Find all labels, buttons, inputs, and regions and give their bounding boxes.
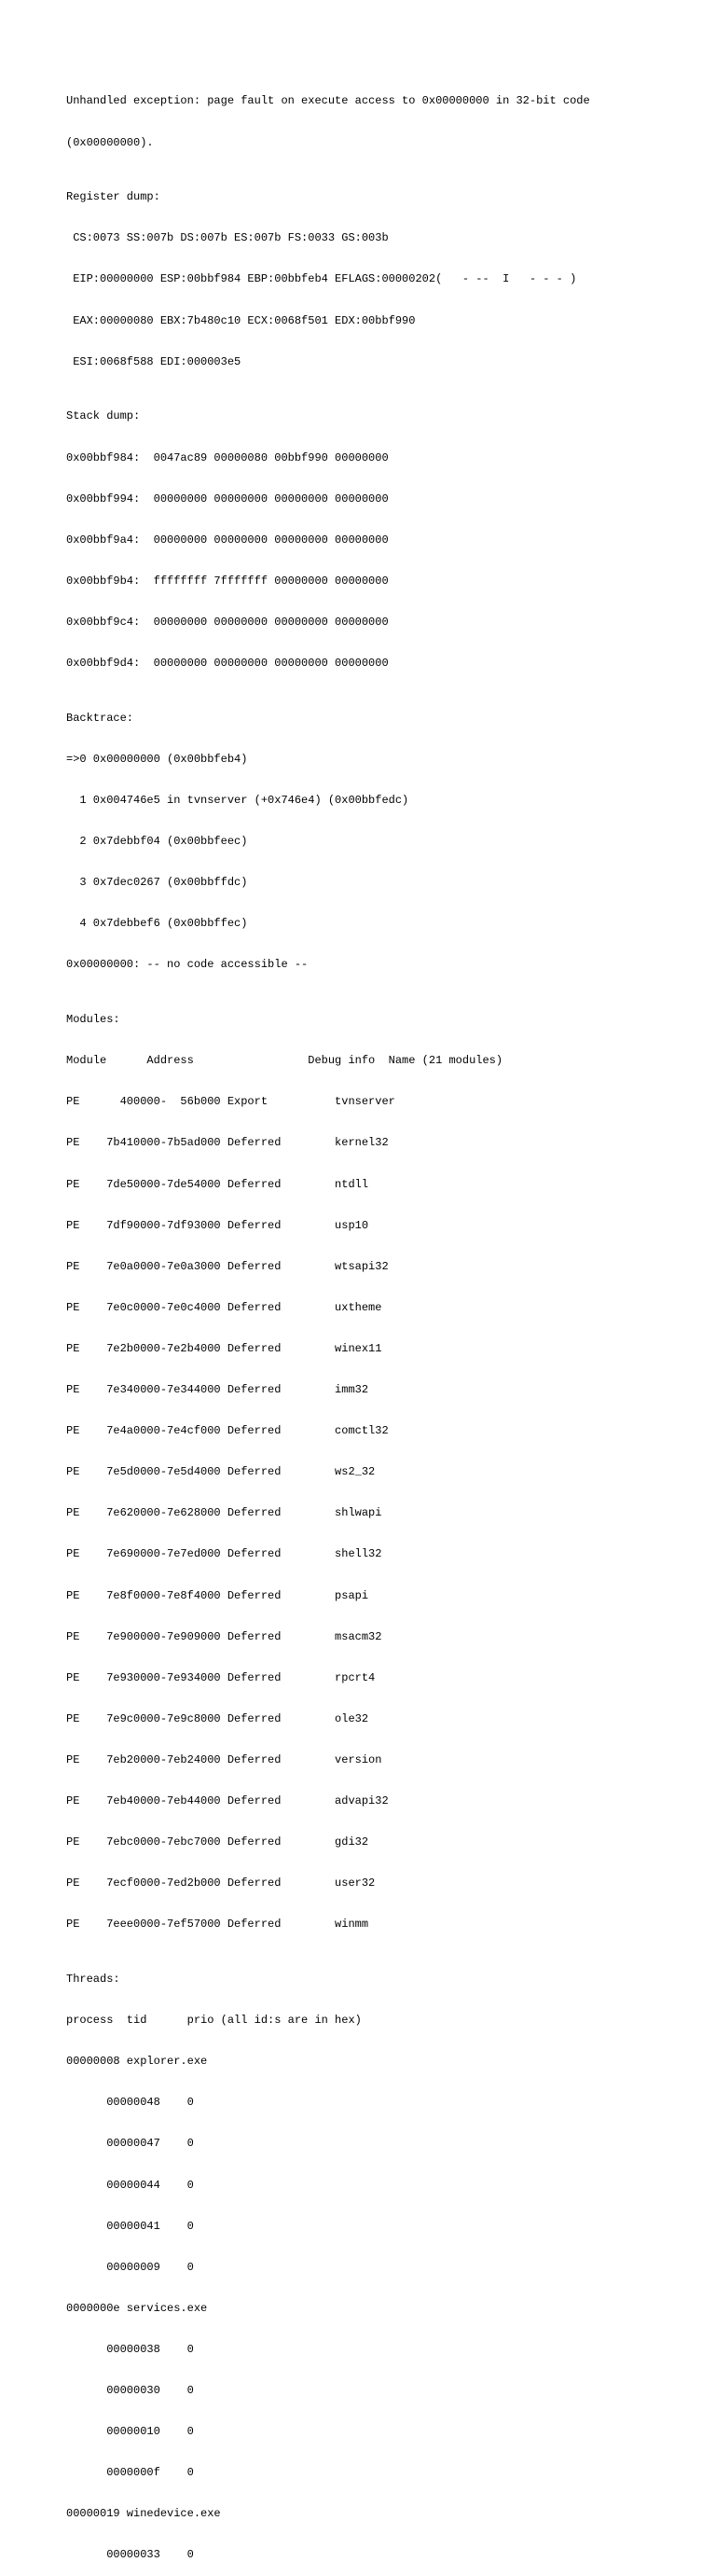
module-row: PE 7de50000-7de54000 Deferred ntdll bbox=[66, 1177, 369, 1191]
thread-line: 0000000f 0 bbox=[66, 2466, 194, 2480]
module-row: PE 7eb40000-7eb44000 Deferred advapi32 bbox=[66, 1794, 389, 1807]
thread-line: 00000009 0 bbox=[66, 2260, 194, 2274]
module-row: PE 400000- 56b000 Export tvnserver bbox=[66, 1095, 395, 1109]
module-row: PE 7e0c0000-7e0c4000 Deferred uxtheme bbox=[66, 1300, 382, 1314]
module-row: PE 7e0a0000-7e0a3000 Deferred wtsapi32 bbox=[66, 1259, 389, 1273]
module-row: PE 7e9c0000-7e9c8000 Deferred ole32 bbox=[66, 1711, 369, 1725]
backtrace-frame: 3 0x7dec0267 (0x00bbffdc) bbox=[66, 876, 248, 890]
thread-line: 00000008 explorer.exe bbox=[66, 2055, 208, 2069]
exception-message-continued: (0x00000000). bbox=[66, 135, 154, 149]
stack-line: 0x00bbf9c4: 00000000 00000000 00000000 00000000 bbox=[66, 615, 389, 629]
stack-line: 0x00bbf984: 0047ac89 00000080 00bbf990 00000000 bbox=[66, 450, 389, 464]
module-row: PE 7ecf0000-7ed2b000 Deferred user32 bbox=[66, 1877, 376, 1890]
backtrace-code-note: 0x00000000: -- no code accessible -- bbox=[66, 958, 309, 972]
register-line: EAX:00000080 EBX:7b480c10 ECX:0068f501 EDX:00bbf990 bbox=[66, 313, 416, 327]
backtrace-frame: 2 0x7debbf04 (0x00bbfeec) bbox=[66, 835, 248, 849]
module-row: PE 7e930000-7e934000 Deferred rpcrt4 bbox=[66, 1670, 376, 1684]
register-line: ESI:0068f588 EDI:000003e5 bbox=[66, 354, 241, 368]
threads-title: Threads: bbox=[66, 1973, 120, 1987]
thread-line: 00000041 0 bbox=[66, 2219, 194, 2233]
module-row: PE 7df90000-7df93000 Deferred usp10 bbox=[66, 1218, 369, 1232]
stack-line: 0x00bbf9d4: 00000000 00000000 00000000 00000000 bbox=[66, 657, 389, 671]
module-row: PE 7e340000-7e344000 Deferred imm32 bbox=[66, 1383, 369, 1397]
exception-message: Unhandled exception: page fault on execute access to 0x00000000 in 32-bit code bbox=[66, 94, 590, 108]
threads-header: process tid prio (all id:s are in hex) bbox=[66, 2014, 362, 2028]
thread-line: 00000044 0 bbox=[66, 2178, 194, 2192]
module-row: PE 7e5d0000-7e5d4000 Deferred ws2_32 bbox=[66, 1465, 376, 1479]
backtrace-frame: =>0 0x00000000 (0x00bbfeb4) bbox=[66, 752, 248, 766]
module-row: PE 7ebc0000-7ebc7000 Deferred gdi32 bbox=[66, 1835, 369, 1849]
thread-line: 00000038 0 bbox=[66, 2342, 194, 2356]
modules-header: Module Address Debug info Name (21 modules) bbox=[66, 1054, 503, 1068]
stack-line: 0x00bbf994: 00000000 00000000 00000000 00000000 bbox=[66, 492, 389, 506]
module-row: PE 7e2b0000-7e2b4000 Deferred winex11 bbox=[66, 1341, 382, 1355]
module-row: PE 7e690000-7e7ed000 Deferred shell32 bbox=[66, 1547, 382, 1561]
module-row: PE 7e8f0000-7e8f4000 Deferred psapi bbox=[66, 1588, 369, 1602]
register-dump-title: Register dump: bbox=[66, 190, 160, 204]
thread-line: 00000010 0 bbox=[66, 2425, 194, 2439]
modules-title: Modules: bbox=[66, 1013, 120, 1027]
thread-line: 00000047 0 bbox=[66, 2137, 194, 2151]
backtrace-frame: 1 0x004746e5 in tvnserver (+0x746e4) (0x00bbfedc) bbox=[66, 794, 409, 808]
module-row: PE 7e900000-7e909000 Deferred msacm32 bbox=[66, 1629, 382, 1643]
backtrace-frame: 4 0x7debbef6 (0x00bbffec) bbox=[66, 917, 248, 931]
thread-line: 00000033 0 bbox=[66, 2548, 194, 2562]
module-row: PE 7b410000-7b5ad000 Deferred kernel32 bbox=[66, 1136, 389, 1150]
thread-line: 00000019 winedevice.exe bbox=[66, 2507, 221, 2521]
thread-line: 0000000e services.exe bbox=[66, 2301, 208, 2315]
register-line: EIP:00000000 ESP:00bbf984 EBP:00bbfeb4 EFLAGS:00000202( - -- I - - - ) bbox=[66, 272, 577, 286]
stack-line: 0x00bbf9a4: 00000000 00000000 00000000 00000000 bbox=[66, 533, 389, 547]
module-row: PE 7e4a0000-7e4cf000 Deferred comctl32 bbox=[66, 1424, 389, 1438]
module-row: PE 7eee0000-7ef57000 Deferred winmm bbox=[66, 1918, 369, 1932]
module-row: PE 7eb20000-7eb24000 Deferred version bbox=[66, 1752, 382, 1766]
thread-line: 00000048 0 bbox=[66, 2096, 194, 2110]
stack-dump-title: Stack dump: bbox=[66, 409, 141, 423]
stack-line: 0x00bbf9b4: ffffffff 7fffffff 00000000 00000000 bbox=[66, 574, 389, 588]
backtrace-title: Backtrace: bbox=[66, 711, 134, 725]
thread-line: 00000030 0 bbox=[66, 2383, 194, 2397]
register-line: CS:0073 SS:007b DS:007b ES:007b FS:0033 GS:003b bbox=[66, 231, 389, 245]
crash-log bbox=[66, 67, 700, 2576]
module-row: PE 7e620000-7e628000 Deferred shlwapi bbox=[66, 1506, 382, 1520]
